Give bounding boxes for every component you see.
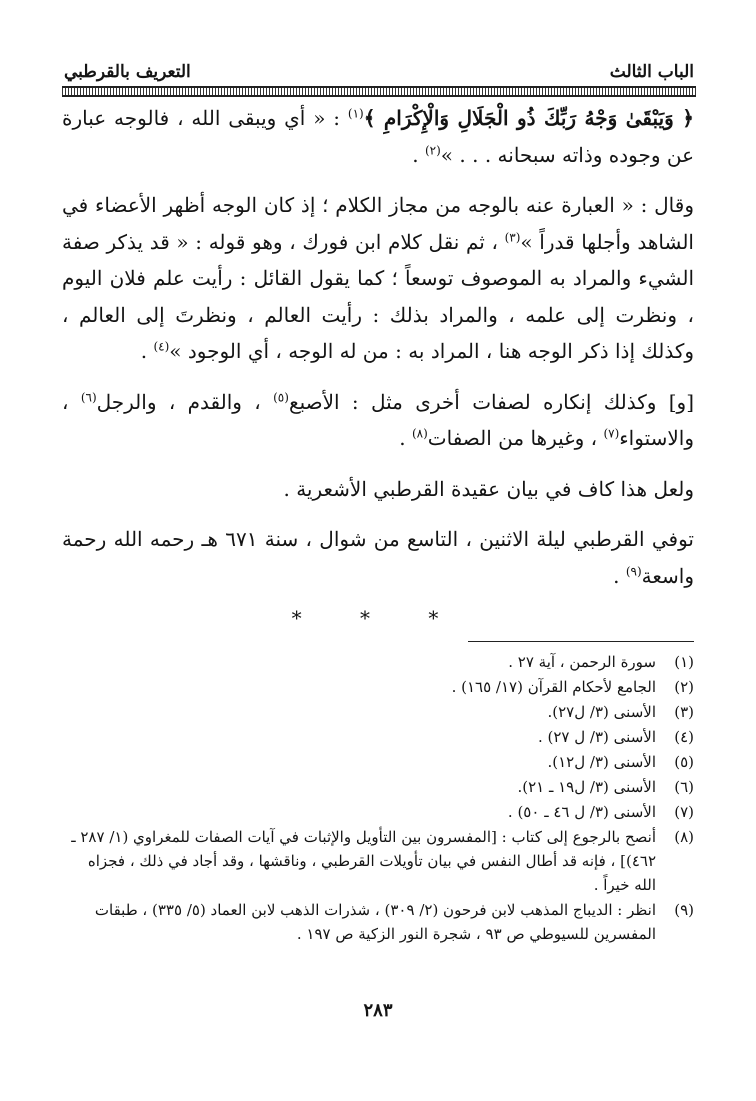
footnote-item: [62, 825, 694, 897]
paragraph-end: .: [140, 339, 154, 363]
paragraph-text: ، والاستواء: [62, 389, 694, 450]
footnote-text: الأسنى (٣/ ل ٤٦ ـ ٥٠) .: [507, 803, 656, 821]
paragraph-text: ، والقدم ، والرجل: [96, 389, 274, 414]
paragraph-end: .: [613, 563, 626, 588]
quran-verse: ﴿ وَيَبْقَىٰ وَجْهُ رَبِّكَ ذُو الْجَلَالِ وَالْإِكْرَامِ ﴾: [363, 106, 694, 130]
footnote-number: (١): [674, 653, 694, 671]
footnote-divider: [468, 641, 694, 642]
paragraph-3: [62, 384, 694, 457]
footnote-ref: (٩): [625, 563, 642, 578]
chapter-title: الباب الثالث: [609, 62, 694, 82]
paragraph-text: توفي القرطبي ليلة الاثنين ، التاسع من شوال ، سنة ٦٧١ هـ رحمه الله رحمة واسعة: [62, 527, 694, 588]
footnote-number: (٧): [674, 803, 694, 821]
paragraph-text: [و] وكذلك إنكاره لصفات أخرى مثل : الأصبع: [288, 389, 695, 414]
paragraph-4: [62, 471, 694, 508]
footnote-ref: (٥): [273, 389, 289, 404]
footnote-ref: (٧): [603, 426, 620, 441]
header-rule: [62, 86, 696, 97]
footnote-text: الجامع لأحكام القرآن (١٧/ ١٦٥) .: [451, 678, 656, 696]
footnote-text: الأسنى (٣/ ل ٢٧) .: [537, 728, 656, 746]
paragraph-5: [62, 521, 694, 594]
footnote-text: الأسنى (٣/ ل١٢).: [547, 753, 656, 771]
footnote-item: [62, 800, 694, 824]
paragraph-2: [62, 187, 694, 370]
footnote-item: [62, 675, 694, 699]
paragraph-1: [62, 100, 694, 173]
footnote-ref: (١): [347, 106, 364, 121]
topic-title: التعريف بالقرطبي: [64, 62, 191, 82]
footnote-number: (٩): [674, 901, 694, 919]
footnote-ref: (٦): [80, 389, 97, 404]
footnote-item: [62, 725, 694, 749]
footnote-text: سورة الرحمن ، آية ٢٧ .: [508, 653, 656, 671]
footnote-ref: (٢): [424, 142, 441, 157]
footnote-number: (٥): [674, 753, 694, 771]
paragraph-text: ، وغيرها من الصفات: [427, 426, 604, 450]
paragraph-text: : « أي ويبقى الله ، فالوجه عبارة عن وجوده وذاته سبحانه . . . »: [62, 106, 694, 167]
paragraph-end: .: [412, 142, 425, 167]
main-text: [62, 100, 694, 608]
section-separator: * * *: [291, 606, 465, 630]
paragraph-text: ولعل هذا كاف في بيان عقيدة القرطبي الأشعرية .: [283, 476, 694, 501]
footnote-ref: (٤): [153, 339, 170, 354]
running-header: [64, 54, 694, 82]
paragraph-text: ، ثم نقل كلام ابن فورك ، وهو قوله : « قد يذكر صفة الشيء والمراد به الموصوف توسعاً ؛ كما يقول القائل : رأيت علم فلان اليوم ، ونظرت إلى علمه ، والمراد بذلك : رأيت العالم ، ونظرتَ إلى العالم ، وكذلك إذا ذكر الوجه هنا ، المراد به : من له الوجه ، أي الوجود »: [62, 229, 694, 363]
footnote-number: (٢): [674, 678, 694, 696]
footnote-item: [62, 775, 694, 799]
footnote-number: (٨): [674, 828, 694, 846]
footnote-item: [62, 898, 694, 946]
footnote-number: (٤): [674, 728, 694, 746]
paragraph-text: وقال : « العبارة عنه بالوجه من مجاز الكلام ؛ إذ كان الوجه أظهر الأعضاء في الشاهد وأجلها قدراً »: [62, 193, 694, 254]
footnote-text: أنصح بالرجوع إلى كتاب : [المفسرون بين التأويل والإثبات في آيات الصفات للمغراوي (١/ ٢٨٧ ـ ٤٦٢)] ، فإنه قد أطال النفس في بيان تأويلات القرطبي ، وناقشها ، وقد أجاد في ذلك ، فجزاه الله خيراً .: [71, 828, 656, 894]
footnote-number: (٣): [674, 703, 694, 721]
footnote-text: انظر : الديباج المذهب لابن فرحون (٢/ ٣٠٩) ، شذرات الذهب لابن العماد (٥/ ٣٣٥) ، طبقات المفسرين للسيوطي ص ٩٣ ، شجرة النور الزكية ص ١٩٧ .: [94, 901, 656, 943]
footnote-item: [62, 700, 694, 724]
footnote-ref: (٨): [411, 426, 428, 441]
footnote-text: الأسنى (٣/ ل١٩ ـ ٢١).: [517, 778, 656, 796]
paragraph-end: .: [399, 426, 412, 450]
footnote-item: [62, 750, 694, 774]
footnote-number: (٦): [674, 778, 694, 796]
footnote-text: الأسنى (٣/ ل٢٧).: [547, 703, 656, 721]
footnotes-list: [62, 650, 694, 947]
footnote-ref: (٣): [504, 229, 521, 244]
page-number: ٢٨٣: [363, 1000, 393, 1021]
footnote-item: [62, 650, 694, 674]
